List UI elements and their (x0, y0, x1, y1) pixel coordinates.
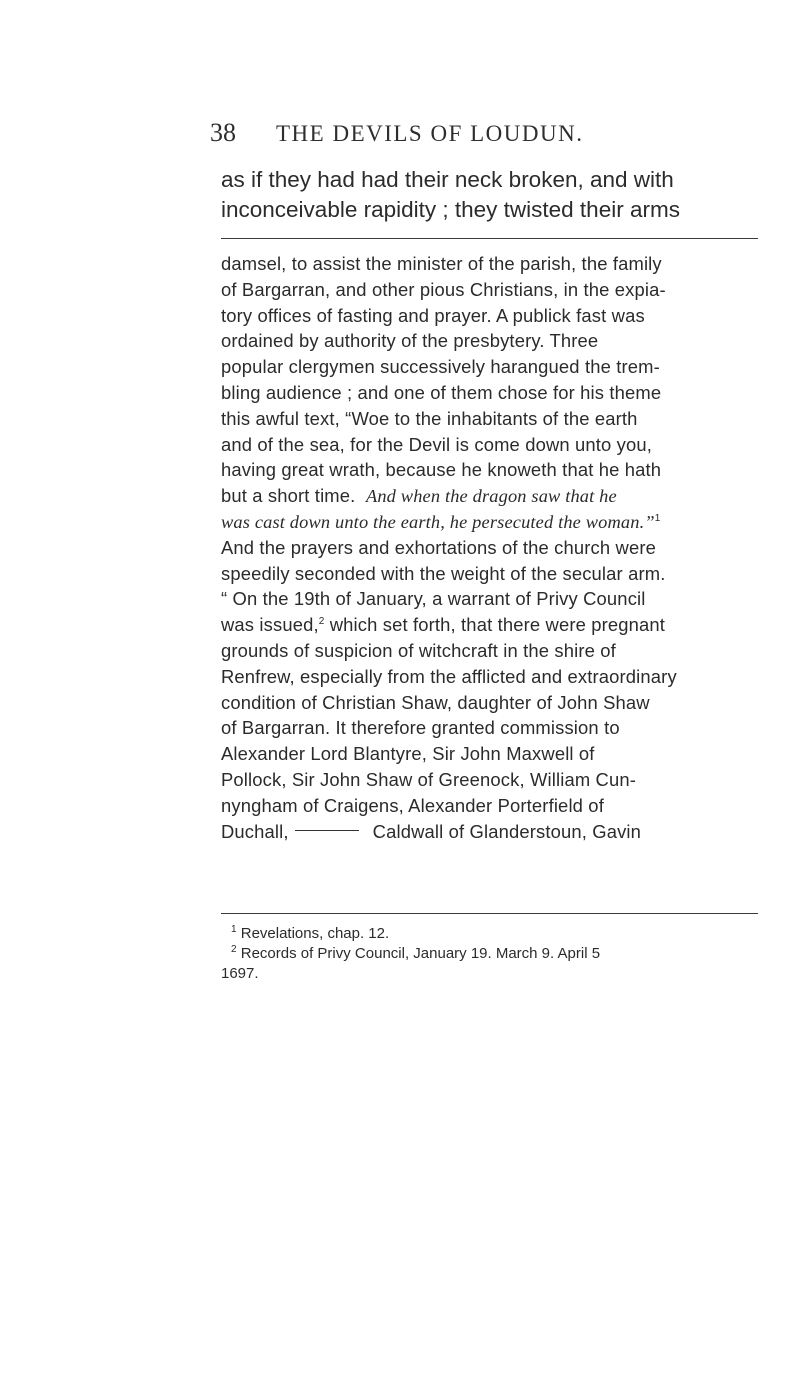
text-line (221, 612, 761, 638)
text-line: having great wrath, because he knoweth that he hath (221, 459, 662, 481)
text-line: of Bargarran. It therefore granted commission to (221, 717, 620, 739)
footnote (221, 944, 761, 964)
text-segment: was issued, (221, 614, 319, 636)
text-line (221, 819, 761, 845)
text-line: bling audience ; and one of them chose for his theme (221, 381, 662, 403)
text-line: as if they had had their neck broken, and with (221, 167, 674, 192)
name-omission-dash (295, 830, 359, 831)
footnote (221, 924, 761, 944)
text-line (221, 483, 761, 509)
text-line: this awful text, “Woe to the inhabitants of the earth (221, 407, 638, 429)
text-segment: but a short time. (221, 485, 356, 507)
running-head (210, 118, 690, 148)
text-line: Renfrew, especially from the afflicted and extraordinary (221, 665, 677, 687)
footnote-ref: 1 (654, 512, 661, 524)
footnote-marker: 2 (231, 944, 237, 955)
text-line (221, 509, 761, 535)
text-line: condition of Christian Shaw, daughter of John Shaw (221, 691, 650, 713)
running-title: THE DEVILS OF LOUDUN. (276, 121, 584, 146)
footnotes (221, 924, 761, 984)
scripture-quote-italic: was cast down unto the earth, he persecuted the woman.” (221, 511, 655, 532)
footnote-text: Revelations, chap. 12. (236, 925, 390, 942)
page-number: 38 (210, 118, 236, 147)
lead-paragraph (221, 165, 761, 225)
footnote-text: Records of Privy Council, January 19. March 9. April 5 (236, 945, 601, 962)
text-line: nyngham of Craigens, Alexander Porterfield of (221, 794, 604, 816)
text-line: popular clergymen successively harangued the trem- (221, 356, 660, 378)
text-line: and of the sea, for the Devil is come down unto you, (221, 433, 653, 455)
scripture-quote-italic: And when the dragon saw that he (365, 486, 617, 507)
text-line: Pollock, Sir John Shaw of Greenock, William Cun- (221, 768, 637, 790)
excerpt-rule-bottom (221, 913, 758, 914)
text-line: damsel, to assist the minister of the parish, the family (221, 253, 662, 274)
text-line: inconceivable rapidity ; they twisted their arms (221, 197, 680, 222)
text-segment: which set forth, that there were pregnant (324, 614, 666, 636)
text-line: tory offices of fasting and prayer. A publick fast was (221, 304, 645, 326)
text-line: grounds of suspicion of witchcraft in the shire of (221, 639, 616, 661)
footnote-continuation: 1697. (221, 965, 259, 982)
quoted-excerpt (221, 251, 761, 844)
text-line: And the prayers and exhortations of the church were (221, 536, 656, 558)
text-line: of Bargarran, and other pious Christians, in the expia- (221, 278, 666, 300)
text-segment: Duchall, (221, 820, 289, 842)
text-line: Alexander Lord Blantyre, Sir John Maxwell of (221, 743, 595, 765)
text-line: ordained by authority of the presbytery. Three (221, 330, 599, 352)
footnote-marker: 1 (231, 924, 237, 935)
excerpt-rule-top (221, 238, 758, 239)
text-line: “ On the 19th of January, a warrant of Privy Council (221, 588, 646, 610)
text-segment: Caldwall of Glanderstoun, Gavin (372, 820, 642, 842)
text-line: speedily seconded with the weight of the secular arm. (221, 562, 666, 584)
footnote-ref: 2 (318, 616, 325, 628)
